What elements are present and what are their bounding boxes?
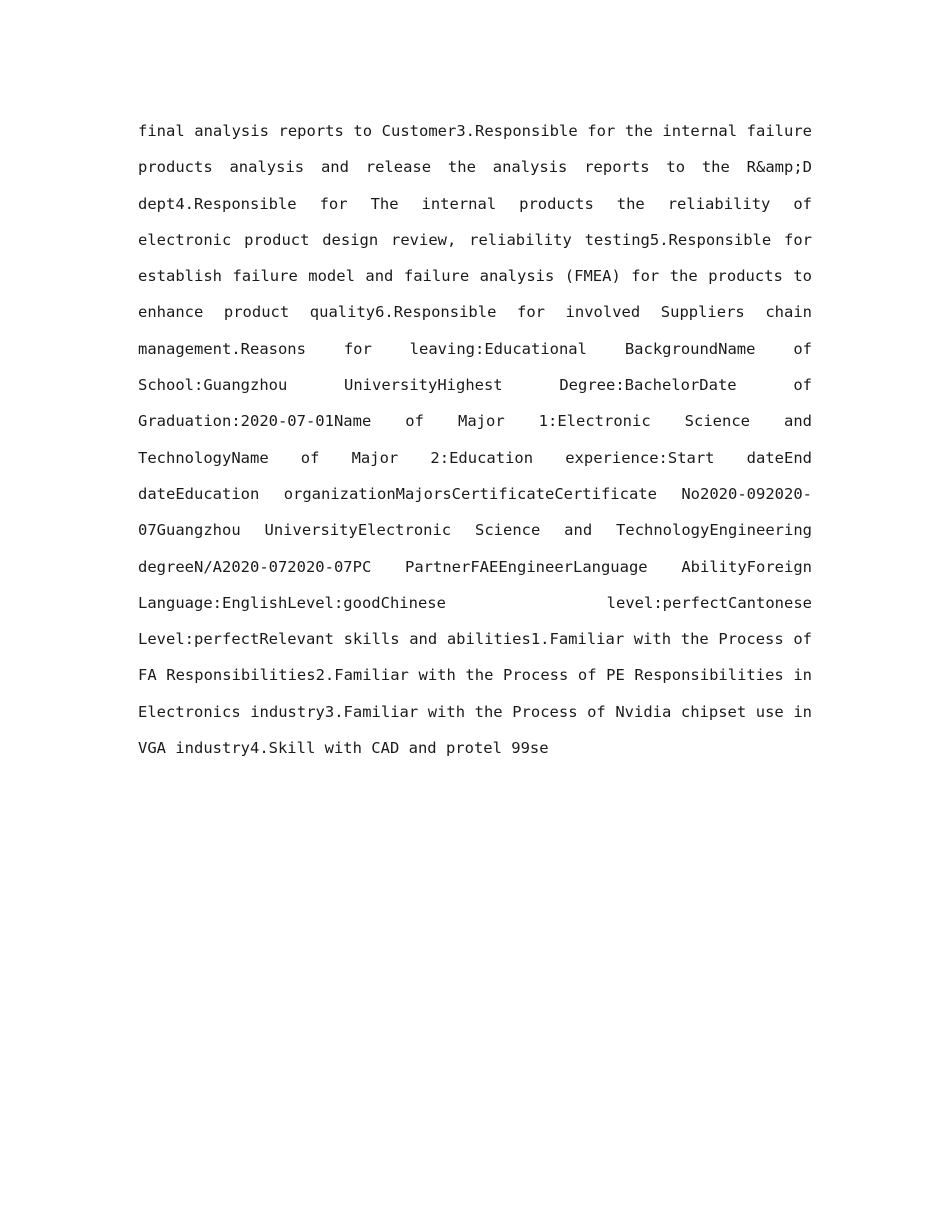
- text-line: enhance product quality6.Responsible for involved Suppliers chain: [138, 303, 812, 322]
- text-line: electronic product design review, reliability testing5.Responsible for: [138, 230, 812, 249]
- text-line: products analysis and release the analysis reports to the R&amp;D: [138, 158, 812, 177]
- text-line: 07Guangzhou UniversityElectronic Science and TechnologyEngineering: [138, 521, 812, 540]
- text-line: management.Reasons for leaving:Educational BackgroundName of: [138, 339, 812, 358]
- text-line: degreeN/A2020-072020-07PC PartnerFAEEngineerLanguage AbilityForeign: [138, 557, 812, 576]
- text-line: Graduation:2020-07-01Name of Major 1:Electronic Science and: [138, 412, 812, 431]
- text-line: School:Guangzhou UniversityHighest Degree:BachelorDate of: [138, 376, 812, 395]
- text-line: Level:perfectRelevant skills and abilities1.Familiar with the Process of: [138, 630, 812, 649]
- text-line: establish failure model and failure analysis (FMEA) for the products to: [138, 267, 812, 286]
- text-line-last: VGA industry4.Skill with CAD and protel 99se: [138, 739, 549, 758]
- text-line: dept4.Responsible for The internal products the reliability of: [138, 194, 812, 213]
- text-line: Language:EnglishLevel:goodChinese level:perfectCantonese: [138, 593, 812, 612]
- text-line: dateEducation organizationMajorsCertificateCertificate No2020-092020-: [138, 484, 812, 503]
- text-line: FA Responsibilities2.Familiar with the Process of PE Responsibilities in: [138, 666, 812, 685]
- text-line: Electronics industry3.Familiar with the Process of Nvidia chipset use in: [138, 702, 812, 721]
- resume-body-text: [138, 113, 812, 766]
- text-line: final analysis reports to Customer3.Responsible for the internal failure: [138, 122, 812, 140]
- text-line: TechnologyName of Major 2:Education experience:Start dateEnd: [138, 448, 812, 467]
